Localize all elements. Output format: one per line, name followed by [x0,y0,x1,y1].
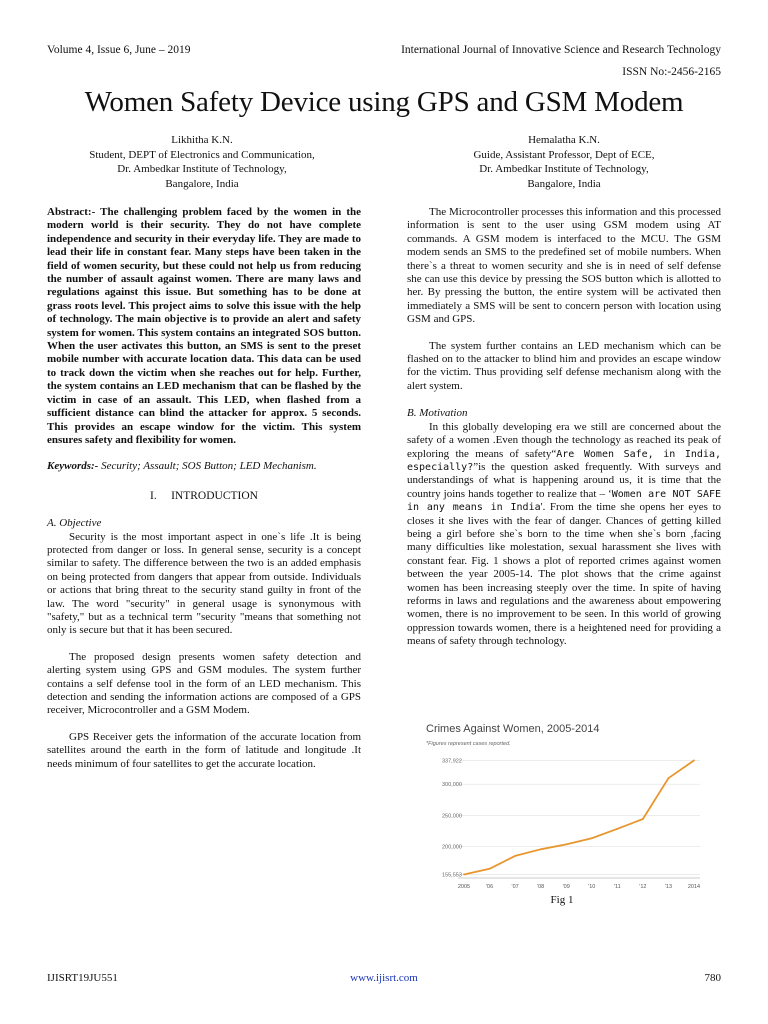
x-tick-label: '07 [511,884,519,890]
data-point [514,855,516,857]
subsection-objective: A. Objective [47,517,102,530]
keywords-text: Security; Assault; SOS Button; LED Mechanism. [101,460,317,473]
figure-caption: Fig 1 [550,894,574,906]
abstract: Abstract:- The challenging problem faced by the women in the modern world is their security. They do not have complete independence and security in their everyday life. They are made to lead their life in constant fear. Many steps have been taken in the field of women security, but these could not help us from reducing the number of assault against women. There are many laws and regulations against this issue. But something has to be done at grass roots level. This project aims to solve this issue with the help of technology. The main objective is to provide an alert and safety system for women. This system contains an integrated SOS button. When the user activates this button, an SMS is sent to the preset mobile number with accurate location data. This data can be used to track down the victim when she reaches out for help. Further, the system contains an LED mechanism that can be flashed by the victim in case of an assault. This LED, when flashed from a sufficient distance can blind the attacker for approx. 5 seconds. This provides an escape window for the victim. This system ensures safety and flexibility for women. [47,206,361,446]
paragraph: The proposed design presents women safety detection and alerting system using GPS and GSM modules. The system further contains a self defense tool in the form of an LED mechanism. This detection and sending the information actions are composed of a GPS receiver, Microcontroller and a GSM Modem. [47,650,361,717]
author-affil: Guide, Assistant Professor, Dept of ECE, [473,148,655,161]
issn: ISSN No:-2456-2165 [622,66,721,78]
data-point [591,837,593,839]
chart-title: Crimes Against Women, 2005-2014 [426,723,600,735]
journal-name: International Journal of Innovative Science and Research Technology [401,44,721,56]
data-point [565,843,567,845]
text-span: In this globally developing era we still are concerned about the safety of a women .Even though the technology as reached its peak of exploring the means of safety“ [407,420,721,460]
paragraph [407,421,721,649]
data-point [668,777,670,779]
author-loc: Bangalore, India [527,177,601,190]
section-heading [47,490,361,503]
x-tick-label: '09 [562,884,570,890]
text-span: ”is the question asked frequently. With surveys and understandings of what is happening around us, it is time that the country joins hands together to realize that – ‘ [407,460,721,500]
x-tick-label: '12 [639,884,647,890]
data-point [463,874,465,876]
data-point [489,868,491,870]
author-inst: Dr. Ambedkar Institute of Technology, [479,163,649,175]
section-title: INTRODUCTION [171,489,258,502]
subsection-motivation: B. Motivation [407,407,468,420]
y-tick-label: 337,922 [442,758,462,765]
paragraph: Security is the most important aspect in one`s life .It is being protected from danger or loss. In general sense, security is a concept similar to safety. The difference between the two is an added emphasis on being protected from dangers that appear from outside. Individuals or actions that bring threat to the security stand guilty in front of the law. The word "security" in general usage is synonymous with "safety," but as a technical term "security "means that something not only is secure but that it has been secured. [47,530,361,637]
text-span: '. From the time she opens her eyes to closes it she lives with the fear of danger. Chances of getting killed being a girl before she`s born to the time when she`s born ,facing many difficulties like molestation, sexual harassment she lives with constant fear. Fig. 1 shows a plot of reported crimes against women between the year 2005-14. The plot shows that the crime against women has been increasing steeply over the time. In spite of having reforms in laws and regulations and the awareness about empowering women, there is no improvement to be seen. In this world of growing oppression towards women, there is a heightened need for providing a means of safety through technology. [407,501,721,648]
chart-subtitle: *Figures represent cases reported. [426,741,511,747]
author-affil: Student, DEPT of Electronics and Communication, [89,148,315,161]
keywords [47,460,361,473]
x-tick-label: '13 [664,884,673,890]
author-name: Hemalatha K.N. [528,134,600,146]
right-column [407,206,721,649]
left-column [47,206,361,771]
x-tick-label: 2005 [457,884,471,890]
paragraph: The Microcontroller processes this information and this processed information is sent to the user using GSM modem using AT commands. A GSM modem is interfaced to the MCU. The GSM modem sends an SMS to the predefined set of mobile numbers. When there`s a threat to women security and she is in need of self defense she can use this device by pressing the SOS button which is allotted to her. By pressing the button, the entire system will be activated then immediately a SMS will be sent to concern person with location using GSM and GPS. [407,206,721,326]
x-tick-label: '06 [485,884,494,890]
data-point [616,828,618,830]
author-loc: Bangalore, India [165,177,239,190]
y-tick-label: 250,000 [442,813,462,820]
crimes-chart [414,716,710,892]
author-name: Likhitha K.N. [171,134,233,146]
chart-svg [414,716,710,892]
data-point [540,848,542,850]
x-tick-label: '11 [613,884,621,890]
quoted-text: Women are NOT SAFE in any means in India [407,488,722,514]
section-number: I. [150,489,157,502]
quoted-text: Are Women Safe, in India, especially? [407,448,721,473]
volume-info: Volume 4, Issue 6, June – 2019 [47,44,191,56]
x-tick-label: '08 [537,884,545,890]
y-tick-label: 300,000 [442,782,462,789]
paper-title: Women Safety Device using GPS and GSM Modem [84,86,684,118]
x-tick-label: 2014 [687,884,701,890]
paragraph: GPS Receiver gets the information of the accurate location from satellites around the earth in the form of latitude and longitude .It needs minimum of four satellites to get the accurate location. [47,730,361,770]
x-tick-label: '10 [588,884,596,890]
keywords-label: Keywords:- [47,460,99,473]
footer-link[interactable]: www.ijisrt.com [350,972,418,984]
data-point [642,818,644,820]
data-point [693,760,695,762]
paragraph: The system further contains an LED mechanism which can be flashed on to the attacker to blind him and provides an escape window for the victim. Thus providing self defense mechanism along with the alert system. [407,339,721,392]
page-number: 780 [704,972,721,984]
footer-id: IJISRT19JU551 [47,972,118,984]
author-inst: Dr. Ambedkar Institute of Technology, [117,163,287,175]
y-tick-label: 155,553 [442,872,462,879]
author-2 [414,133,714,191]
author-1 [52,133,352,191]
y-tick-label: 200,000 [442,844,462,851]
